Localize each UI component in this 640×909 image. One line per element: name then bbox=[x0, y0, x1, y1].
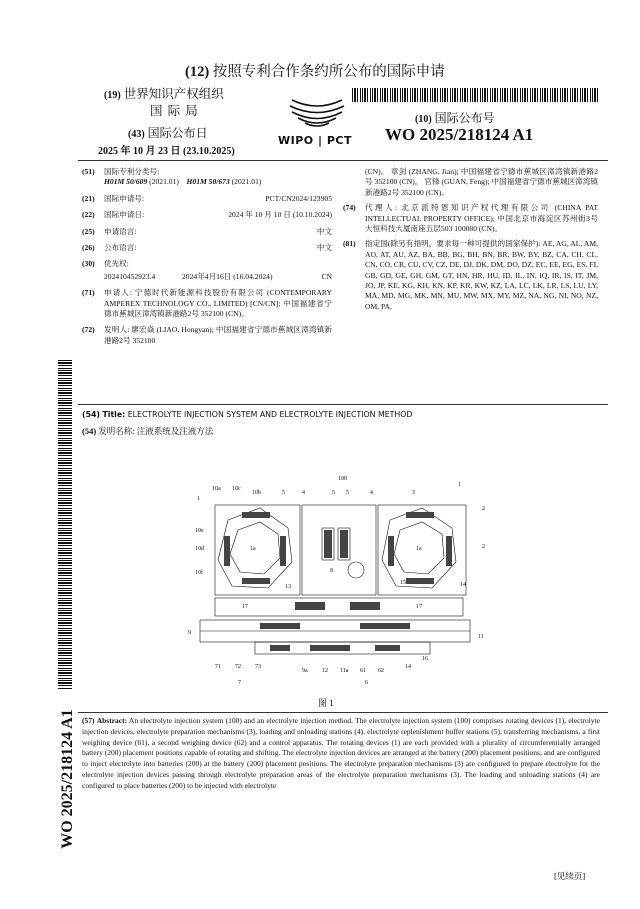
inid-code-26: (26) bbox=[82, 243, 95, 253]
agent-text: 代理人: 北京派特恩知识产权代理有限公司 (CHINA PAT INTELLECTUAL PROPERTY OFFICE); 中国北京市海淀区苏州街3号大恒科技大厦南座五层503 100080 (CN)。 bbox=[365, 203, 598, 234]
inid-code-43: (43) bbox=[128, 129, 145, 140]
ipc-class-1: H01M 50/609 bbox=[104, 177, 148, 187]
inid-code-22: (22) bbox=[82, 210, 95, 220]
header-divider bbox=[78, 160, 608, 161]
figure-label: 8 bbox=[330, 568, 333, 574]
abstract-section bbox=[82, 716, 600, 792]
figure-label: 2 bbox=[482, 544, 485, 550]
figure-label: 3 bbox=[412, 490, 415, 496]
figure-label: 72 bbox=[235, 664, 241, 670]
ipc-date-2: (2021.01) bbox=[231, 177, 262, 187]
figure-caption: 图 1 bbox=[318, 698, 334, 708]
field-30 bbox=[82, 259, 332, 269]
pub-language-label: 公布语言: bbox=[104, 243, 137, 253]
figure-label: 15 bbox=[400, 580, 406, 586]
figure-label: 71 bbox=[215, 664, 221, 670]
inid-code-54: (54) bbox=[82, 410, 100, 419]
priority-country: CN bbox=[321, 271, 332, 281]
inid-code-74: (74) bbox=[343, 203, 356, 213]
inventor-text: 发明人: 廖宏焱 (LIAO, Hongyan); 中国福建省宁德市蕉城区漳湾镇新港路2号 352100 bbox=[104, 325, 332, 345]
side-barcode bbox=[58, 360, 72, 690]
title-chinese-row bbox=[82, 425, 213, 437]
title-english: ELECTROLYTE INJECTION SYSTEM AND ELECTROLYTE INJECTION METHOD bbox=[127, 410, 413, 419]
ipc-date-1: (2021.01) bbox=[149, 177, 179, 187]
ipc-classes bbox=[82, 177, 332, 187]
figure-label: 5 bbox=[346, 490, 349, 496]
priority-date: 2024年4月16日 (16.04.2024) bbox=[182, 271, 273, 281]
figure-label: 2 bbox=[482, 506, 485, 512]
ipc-label: 国际专利分类号: bbox=[104, 167, 160, 176]
pub-language-value: 中文 bbox=[316, 243, 332, 253]
field-25 bbox=[82, 227, 332, 237]
figure-label: 10c bbox=[232, 486, 241, 492]
inid-code-51: (51) bbox=[82, 167, 95, 176]
document-type-title: 按照专利合作条约所公布的国际申请 bbox=[212, 64, 445, 80]
field-71 bbox=[82, 288, 332, 319]
inid-code-71: (71) bbox=[82, 288, 95, 298]
figure-label: 5 bbox=[282, 490, 285, 496]
publication-date-label: 国际公布日 bbox=[147, 126, 208, 140]
left-bibliographic-column bbox=[82, 167, 332, 346]
inid-code-57: (57) bbox=[82, 716, 95, 725]
figure-label: 61 bbox=[360, 668, 366, 674]
figure-label: 16 bbox=[422, 656, 428, 662]
figure-label: 14 bbox=[405, 664, 411, 670]
priority-number: 202410452923.4 bbox=[104, 271, 156, 281]
field-26 bbox=[82, 243, 332, 253]
figure-label: 4 bbox=[370, 490, 373, 496]
inid-code-19: (19) bbox=[104, 90, 121, 101]
app-number-value: PCT/CN2024/123905 bbox=[265, 193, 332, 203]
field-74 bbox=[343, 203, 598, 234]
org-name-line2: 国 际 局 bbox=[150, 104, 199, 118]
figure-label: 12 bbox=[322, 668, 328, 674]
figure-divider bbox=[78, 712, 608, 713]
inid-code-30: (30) bbox=[82, 259, 95, 269]
publication-number: WO 2025/218124 A1 bbox=[385, 125, 534, 144]
publication-date-value: 2025 年 10 月 23 日 (23.10.2025) bbox=[98, 146, 235, 157]
figure-label: 11 bbox=[478, 634, 484, 640]
filing-date-value: 2024 年 10 月 10 日 (10.10.2024) bbox=[228, 210, 332, 220]
figure-label: 10b bbox=[252, 490, 261, 496]
bib-divider bbox=[78, 404, 608, 405]
filing-date-label: 国际申请日: bbox=[104, 210, 145, 220]
priority-label: 优先权: bbox=[104, 259, 129, 269]
priority-data bbox=[82, 272, 332, 282]
field-81 bbox=[343, 239, 598, 312]
title-english-row bbox=[82, 410, 412, 419]
title-chinese: 注液系统及注液方法 bbox=[136, 426, 214, 436]
figure-label: 9 bbox=[188, 630, 191, 636]
designated-states-text: 指定国(除另有指明，要求每一种可提供的国家保护): AE, AG, AL, AM, AO, AT, AU, AZ, BA, BB, BG, BH, BN, BR, BW, BY, BZ, CA, CH, CL, CN, CO, CR, CU, CV, CZ, DE, DJ, DK, DM, DO, DZ, EC, EE, EG, ES, FI, GB, GD, GE, GH, GM, GT, HN, HR, HU, ID, IL, IN, IQ, IR, IS, IT, JM, JO, JP, KE, KG, KH, KN, KP, KR, KW, KZ, LA, LC, LK, LR, LS, LU, LY, MA, MD, MG, MK, MN, MU, MW, MX, MY, MZ, NA, NG, NI, NO, NZ, OM, PA, bbox=[365, 239, 598, 311]
field-22 bbox=[82, 210, 332, 220]
field-72 bbox=[82, 325, 332, 346]
figure-label: 10f bbox=[195, 570, 203, 576]
continued-on-next-page: [见续页] bbox=[554, 871, 586, 881]
figure-label: 62 bbox=[378, 668, 384, 674]
wipo-pct-label: WIPO | PCT bbox=[278, 134, 352, 147]
publication-number-label-row bbox=[415, 109, 495, 126]
inid-code-72: (72) bbox=[82, 325, 95, 335]
figure-label: 11a bbox=[340, 668, 349, 674]
figure-label: 1 bbox=[197, 496, 200, 502]
filing-language-value: 中文 bbox=[316, 226, 332, 236]
figure-label: 17 bbox=[416, 604, 422, 610]
abstract-label: Abstract: bbox=[96, 716, 128, 725]
figure-label: 10d bbox=[195, 546, 204, 552]
top-barcode bbox=[352, 88, 598, 102]
inid-code-81: (81) bbox=[343, 239, 356, 249]
figure-1 bbox=[160, 470, 500, 690]
figure-label: 6 bbox=[365, 680, 368, 686]
publication-date-label-row bbox=[128, 124, 208, 141]
wipo-logo bbox=[272, 92, 362, 150]
organization-name bbox=[104, 84, 224, 102]
inid-code-25: (25) bbox=[82, 226, 95, 236]
figure-label: 10e bbox=[195, 528, 204, 534]
title-zh-label: 发明名称: bbox=[98, 426, 135, 436]
field-51 bbox=[82, 167, 332, 177]
figure-label: 1 bbox=[458, 482, 461, 488]
header-title-row bbox=[185, 60, 445, 81]
figure-label: 5 bbox=[332, 490, 335, 496]
figure-drawing bbox=[160, 470, 500, 690]
figure-label: 14 bbox=[460, 582, 466, 588]
figure-label: 1a bbox=[250, 546, 256, 552]
app-number-label: 国际申请号: bbox=[104, 193, 145, 203]
inid-code-54-zh: (54) bbox=[82, 426, 97, 436]
figure-label: 1a bbox=[416, 546, 422, 552]
publication-number-label: 国际公布号 bbox=[434, 111, 495, 125]
abstract-text: An electrolyte injection system (100) and an electrolyte injection method. The electrolyte injection system (100) comprises rotating devices (1), electrolyte injection devices, electrolyte preparation mechanisms (3), loading and unloading stations (4), electrolyte replenishment buffer stations (5), transferring mechanisms, a first weighing device (61), a second weighing device (62) and a control apparatus. The rotating devices (1) are each provided with a plurality of circumferentially arranged battery (200) placement positions capable of rotating and shifting. The electrolyte injection devices are arranged at the battery (200) placement positions, and are configured to inject electrolyte into batteries (200) at the battery (200) placement positions. The electrolyte preparation mechanisms (3) are configured to prepare electrolyte for the electrolyte injection devices passing through electrolyte preparation areas of the electrolyte preparation mechanisms (3). The loading and unloading stations (4) are configured to place batteries (200) to be injected with electrolyte bbox=[82, 716, 601, 790]
ipc-class-2: H01M 50/673 bbox=[186, 177, 230, 187]
inid-code-21: (21) bbox=[82, 193, 95, 203]
figure-label: 10a bbox=[212, 486, 221, 492]
figure-ref-100: 100 bbox=[338, 476, 347, 482]
applicant-text: 申请人: 宁德时代新能源科技股份有限公司 (CONTEMPORARY AMPEREX TECHNOLOGY CO., LIMITED) [CN/CN]; 中国福建省宁德市蕉城区漳湾镇新港路2号 352100 (CN)。 bbox=[104, 288, 332, 319]
inid-code-12: (12) bbox=[185, 64, 210, 80]
figure-label: 73 bbox=[255, 664, 261, 670]
inventor-continued-text: (CN)。 章剑 (ZHANG, Jian); 中国福建省宁德市蕉城区漳湾镇新港路2号 352100 (CN)。 官锋 (GUAN, Feng); 中国福建省宁德市蕉城区漳湾镇新港路2号 352100 (CN)。 bbox=[365, 167, 598, 197]
figure-label: 4 bbox=[302, 490, 305, 496]
figure-label: 9a bbox=[302, 668, 308, 674]
right-bibliographic-column bbox=[343, 167, 598, 312]
org-name-line1: 世界知识产权组织 bbox=[123, 87, 224, 101]
figure-label: 7 bbox=[238, 680, 241, 686]
side-publication-number: WO 2025/218124 A1 bbox=[59, 709, 76, 849]
inid-code-10: (10) bbox=[415, 114, 432, 125]
figure-label: 13 bbox=[285, 584, 291, 590]
figure-label: 17 bbox=[242, 604, 248, 610]
field-21 bbox=[82, 194, 332, 204]
filing-language-label: 申请语言: bbox=[104, 226, 137, 236]
title-en-label: Title: bbox=[102, 410, 126, 419]
